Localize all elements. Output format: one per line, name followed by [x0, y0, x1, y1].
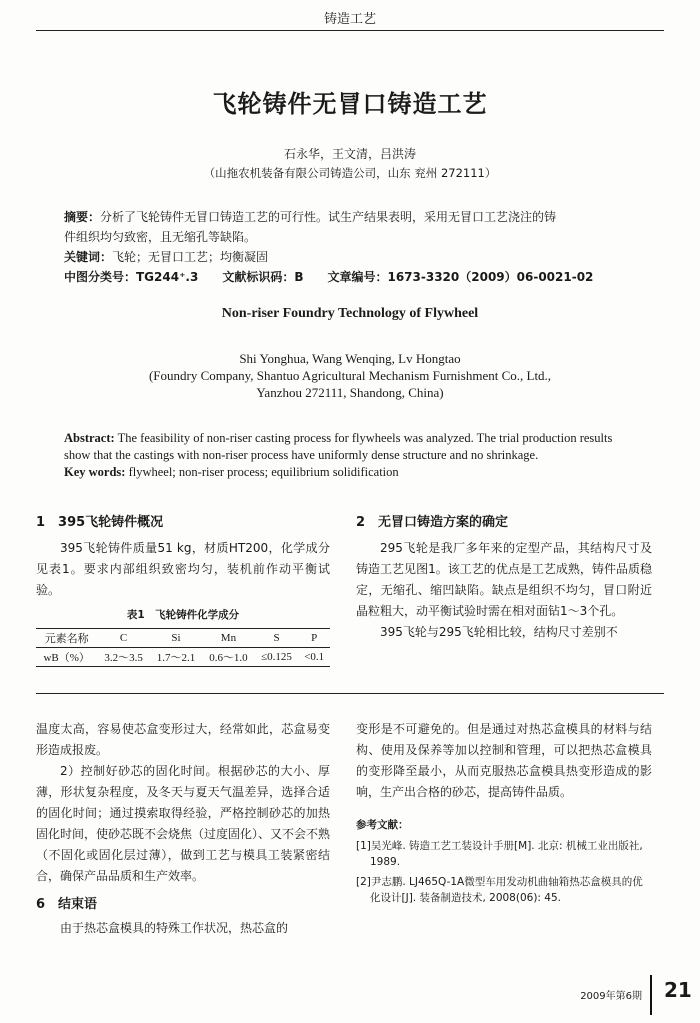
section-1-heading: 1 395飞轮铸件概况	[36, 515, 164, 530]
section-1-para: 395飞轮铸件质量51 kg，材质HT200，化学成分见表1。要求内部组织致密均匀，装机前作动平衡试验。	[36, 541, 330, 597]
header-rule	[36, 30, 664, 31]
en-abstract-label: Abstract:	[64, 431, 115, 445]
keywords-cn: 飞轮；无冒口工艺；均衡凝固	[112, 250, 269, 264]
td-p: <0.1	[304, 651, 325, 663]
table-header-row	[36, 629, 330, 648]
lower-right-column	[356, 719, 652, 906]
english-authors-block	[0, 350, 700, 401]
th-c: C	[119, 632, 128, 644]
affiliation-cn: （山拖农机装备有限公司铸造公司，山东 兖州 272111）	[203, 166, 497, 180]
running-header: 铸造工艺	[323, 12, 376, 27]
lower-left-column	[36, 719, 330, 939]
section-2-para-2: 395飞轮与295飞轮相比较，结构尺寸差别不	[380, 625, 618, 639]
chemistry-table	[36, 628, 330, 667]
td-s: ≤0.125	[261, 651, 292, 663]
en-abstract-text: The feasibility of non-riser casting process for flywheels was analyzed. The trial production results show that the castings with non-riser process have uniformly dense structure and no shrinkage.	[64, 431, 613, 462]
td-unit: wB（%）	[43, 652, 90, 664]
references-heading: 参考文献：	[356, 819, 409, 831]
th-si: Si	[171, 632, 181, 644]
section-2	[356, 511, 652, 643]
lower-left-para-2: 2）控制好砂芯的固化时间。根据砂芯的大小、厚薄，形状复杂程度，及冬天与夏天气温差异，选择合适的固化时间；通过摸索取得经验，严格控制砂芯的加热固化时间，使砂芯既不会烧焦（过度固化）、又不会不熟（不固化或固化层过薄），做到工艺与模具工装紧密结合，确保产品品质和生产效率。	[36, 764, 331, 883]
reference-1: [1]吴光峰. 铸造工艺工装设计手册[M]. 北京: 机械工业出版社, 1989.	[356, 840, 643, 868]
english-affil-2: Yanzhou 272111, Shandong, China)	[256, 385, 444, 400]
footer-bar	[650, 975, 652, 1015]
th-mn: Mn	[220, 632, 237, 644]
th-element: 元素名称	[44, 633, 89, 645]
lower-left-para-1: 温度太高，容易使芯盒变形过大，经常如此，芯盒易变形造成报废。	[36, 722, 330, 757]
section-6-heading: 6 结束语	[36, 897, 98, 912]
page-number: 21	[664, 978, 692, 1002]
abstract-label: 摘要：	[64, 210, 101, 224]
td-mn: 0.6～1.0	[209, 652, 248, 664]
td-c: 3.2～3.5	[104, 652, 143, 664]
lower-right-para-1: 变形是不可避免的。但是通过对热芯盒模具的材料与结构、使用及保养等加以控制和管理，可以把热芯盒模具的变形降至最小，从而克服热芯盒模具热变形造成的影响，生产出合格的砂芯，提高铸件品质。	[356, 722, 652, 799]
abstract-text-1: 分析了飞轮铸件无冒口铸造工艺的可行性。试生产结果表明，采用无冒口工艺浇注的铸	[100, 210, 557, 224]
table-caption: 表1 飞轮铸件化学成分	[126, 609, 240, 621]
section-2-heading: 2 无冒口铸造方案的确定	[356, 515, 509, 530]
english-authors: Shi Yonghua, Wang Wenqing, Lv Hongtao	[239, 351, 461, 366]
section-2-para-1: 295飞轮是我厂多年来的定型产品，其结构尺寸及铸造工艺见图1。该工艺的优点是工艺成熟，铸件品质稳定，无缩孔、缩凹缺陷。缺点是组织不均匀，冒口附近晶粒粗大，动平衡试验时需在相对面钻1～3个孔。	[356, 541, 652, 618]
issue-label: 2009年第6期	[580, 991, 642, 1002]
en-keywords-label: Key words:	[64, 465, 126, 479]
lower-left-para-3: 由于热芯盒模具的特殊工作状况，热芯盒的	[60, 921, 289, 935]
td-si: 1.7～2.1	[156, 652, 196, 664]
article-divider	[36, 693, 664, 694]
section-1	[36, 511, 330, 667]
th-p: P	[311, 632, 318, 644]
paper-title: 飞轮铸件无冒口铸造工艺	[212, 90, 488, 118]
abstract-cn	[64, 207, 644, 287]
reference-2: [2]尹志鹏. LJ465Q-1A微型车用发动机曲轴箱热芯盒模具的优化设计[J]. 装备制造技术, 2008(06): 45.	[356, 876, 643, 904]
keywords-label: 关键词：	[64, 250, 113, 264]
authors-cn: 石永华，王文清，吕洪涛	[283, 147, 416, 161]
english-affil-1: (Foundry Company, Shantuo Agricultural Mechanism Furnishment Co., Ltd.,	[148, 368, 552, 383]
table-row	[36, 648, 330, 667]
english-title: Non-riser Foundry Technology of Flywheel	[221, 306, 479, 321]
english-abstract	[64, 430, 636, 481]
classification-line: 中图分类号：TG244⁺.3 文献标识码：B 文章编号：1673-3320（2009）06-0021-02	[64, 270, 594, 284]
en-keywords: flywheel; non-riser process; equilibrium solidification	[128, 465, 399, 479]
abstract-text-2: 件组织均匀致密，且无缩孔等缺陷。	[64, 230, 257, 244]
th-s: S	[273, 632, 280, 644]
